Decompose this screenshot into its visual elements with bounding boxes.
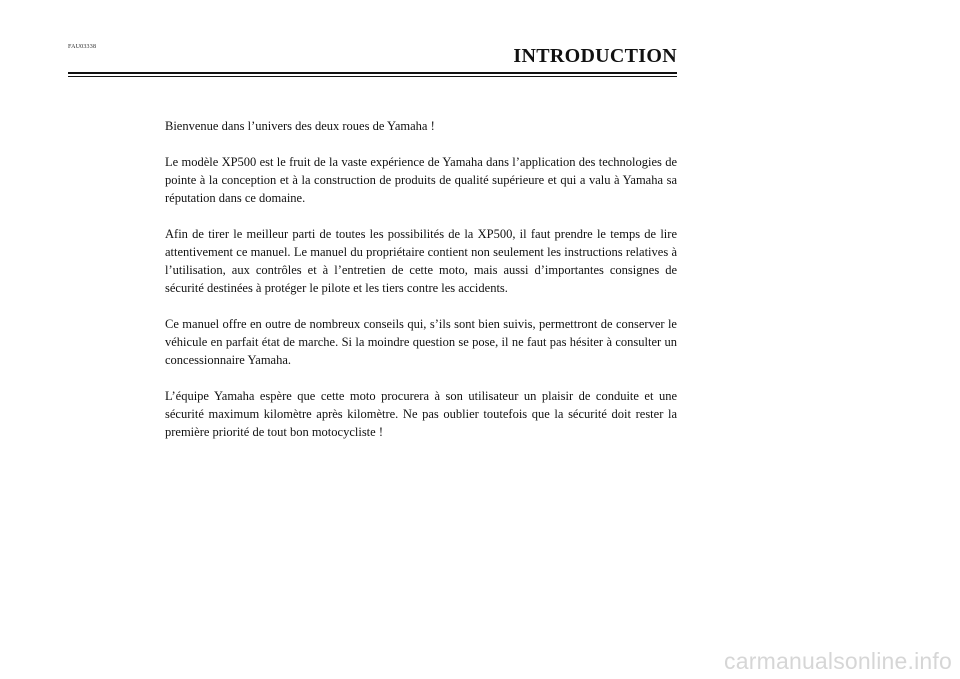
- paragraph-model: Le modèle XP500 est le fruit de la vaste expérience de Yamaha dans l’application des technologies de pointe à la conception et à la construction de produits de qualité supérieure et qui a valu à Yamaha sa réputation dans ce domaine.: [165, 155, 677, 205]
- watermark: carmanualsonline.info: [724, 648, 952, 674]
- header-rule-thick: [68, 72, 677, 74]
- paragraph-manual: Afin de tirer le meilleur parti de toutes les possibilités de la XP500, il faut prendre le temps de lire attentivement ce manuel. Le manuel du propriétaire contient non seulement les instructions relatives à l’utilisation, aux contrôles et à l’entretien de cette moto, mais aussi d’importantes consignes de sécurité destinées à protéger le pilote et les tiers contre les accidents.: [165, 227, 677, 295]
- paragraph-advice: Ce manuel offre en outre de nombreux conseils qui, s’ils sont bien suivis, permettront de conserver le véhicule en parfait état de marche. Si la moindre question se pose, il ne faut pas hésiter à consulter un concessionnaire Yamaha.: [165, 317, 677, 367]
- header-rule-thin: [68, 76, 677, 77]
- body-text: [165, 117, 677, 459]
- paragraph-welcome: Bienvenue dans l’univers des deux roues de Yamaha !: [165, 119, 435, 133]
- paragraph-safety: L’équipe Yamaha espère que cette moto procurera à son utilisateur un plaisir de conduite et une sécurité maximum kilomètre après kilomètre. Ne pas oublier toutefois que la sécurité doit rester la première priorité de tout bon motocycliste !: [165, 389, 677, 439]
- document-code: FAU03338: [68, 44, 97, 50]
- page-title: INTRODUCTION: [513, 45, 677, 67]
